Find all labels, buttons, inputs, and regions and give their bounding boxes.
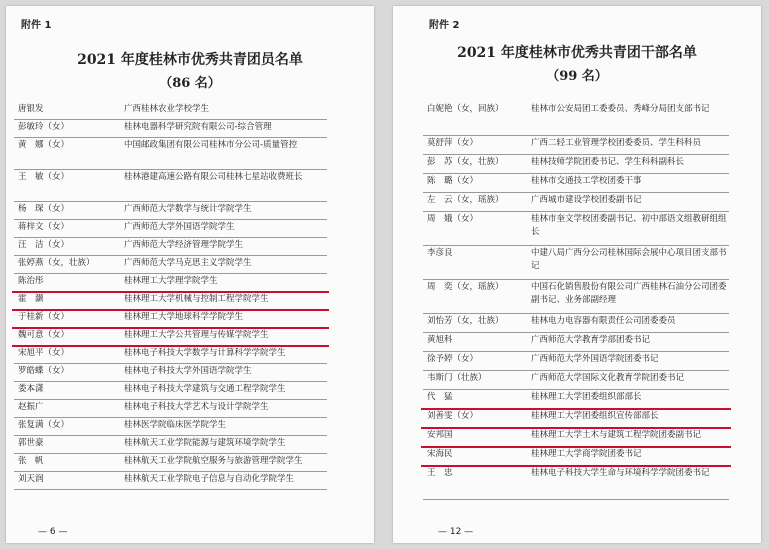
member-name: 王 敏（女）	[18, 172, 70, 182]
member-name: 娄本潇	[18, 384, 44, 394]
list-item	[14, 454, 327, 472]
member-list	[6, 102, 374, 490]
cadre-position: 广西二轻工业管理学校团委委员、学生科科员	[531, 138, 702, 148]
cadre-name: 莫舒萍（女）	[427, 138, 479, 148]
cadre-position: 桂林电子科技大学生命与环境科学学院团委书记	[531, 468, 710, 478]
cadre-position: 广西城市建设学校团委副书记	[531, 195, 642, 205]
page-title: 2021 年度桂林市优秀共青团员名单	[77, 52, 303, 68]
cadre-name: 刘善雯（女）	[427, 411, 479, 421]
member-unit: 桂林港建高速公路有限公司桂林七星站收费班长	[124, 172, 303, 182]
page-title: 2021 年度桂林市优秀共青团干部名单	[457, 45, 697, 61]
annex-label: 附件 2	[429, 20, 460, 31]
cadre-position: 桂林理工大学团委组织部部长	[531, 392, 642, 402]
highlighted-list-item	[14, 292, 327, 310]
list-item	[14, 436, 327, 454]
member-name: 张婷燕（女，壮族）	[18, 258, 95, 268]
list-item	[423, 155, 729, 174]
list-item	[14, 346, 327, 364]
list-item	[423, 352, 729, 371]
list-item	[14, 220, 327, 238]
cadre-position: 桂林理工大学商学院团委书记	[531, 449, 642, 459]
cadre-position: 桂林理工大学团委组织宣传部部长	[531, 411, 659, 421]
cadre-name: 黄旭科	[427, 335, 453, 345]
member-unit: 中国邮政集团有限公司桂林市分公司-质量管控	[124, 140, 298, 150]
member-unit: 广西师范大学经济管理学院学生	[124, 240, 244, 250]
list-item	[14, 202, 327, 220]
list-item	[423, 280, 729, 314]
cadre-position: 中建八局广西分公司桂林国际会展中心项目团支部书记	[531, 248, 727, 271]
member-name: 张复满（女）	[18, 420, 70, 430]
cadre-position: 桂林电力电容器有限责任公司团委委员	[531, 316, 676, 326]
member-name: 蒋梓文（女）	[18, 222, 70, 232]
cadre-name: 宋海民	[427, 449, 453, 459]
list-item	[14, 418, 327, 436]
cadre-name: 周 娥（女）	[427, 214, 479, 224]
list-item	[14, 238, 327, 256]
list-item	[423, 136, 729, 155]
list-item	[14, 256, 327, 274]
cadre-list	[393, 102, 761, 500]
cadre-position: 中国石化销售股份有限公司广西桂林石油分公司团委副书记、业务部副经理	[531, 282, 727, 305]
member-count: （99 名）	[546, 69, 608, 84]
highlighted-list-item	[423, 409, 729, 428]
cadre-position: 广西师范大学外国语学院团委书记	[531, 354, 659, 364]
list-item	[423, 466, 729, 500]
member-name: 杨 琛（女）	[18, 204, 70, 214]
list-item	[423, 371, 729, 390]
list-item	[14, 138, 327, 170]
member-name: 唐银发	[18, 104, 44, 114]
member-unit: 桂林电子科技大学艺术与设计学院学生	[124, 402, 269, 412]
list-item	[14, 170, 327, 202]
member-unit: 桂林航天工业学院航空服务与旅游管理学院学生	[124, 456, 303, 466]
cadre-name: 代 猛	[427, 392, 453, 402]
cadre-name: 陈 璐（女）	[427, 176, 479, 186]
page-number: — 12 —	[438, 527, 474, 537]
member-unit: 桂林理工大学机械与控制工程学院学生	[124, 294, 269, 304]
list-item	[14, 382, 327, 400]
member-name: 刘天润	[18, 474, 44, 484]
cadre-name: 左 云（女，瑶族）	[427, 195, 504, 205]
highlighted-list-item	[423, 447, 729, 466]
cadre-position: 桂林市公安局团工委委员、秀峰分局团支部书记	[531, 104, 710, 114]
cadre-position: 广西师范大学国际文化教育学院团委书记	[531, 373, 685, 383]
member-name: 张 帆	[18, 456, 44, 466]
member-unit: 桂林电器科学研究院有限公司-综合管理	[124, 122, 272, 132]
cadre-name: 白妮艳（女，回族）	[427, 104, 504, 114]
cadre-name: 王 忠	[427, 468, 453, 478]
list-item	[14, 120, 327, 138]
document-page-right	[393, 6, 761, 543]
member-name: 黄 娜（女）	[18, 140, 70, 150]
member-name: 郭世豪	[18, 438, 44, 448]
cadre-name: 李彦良	[427, 248, 453, 258]
cadre-position: 桂林理工大学土木与建筑工程学院团委副书记	[531, 430, 702, 440]
list-item	[14, 364, 327, 382]
list-item	[423, 314, 729, 333]
list-item	[423, 102, 729, 136]
member-name: 罗皓蝶（女）	[18, 366, 70, 376]
member-unit: 桂林电子科技大学建筑与交通工程学院学生	[124, 384, 286, 394]
list-item	[423, 246, 729, 280]
member-unit: 广西师范大学数学与统计学院学生	[124, 204, 252, 214]
cadre-position: 桂林市交通技工学校团委干事	[531, 176, 642, 186]
member-unit: 桂林航天工业学院能源与建筑环境学院学生	[124, 438, 286, 448]
member-unit: 桂林理工大学地球科学学院学生	[124, 312, 244, 322]
list-item	[14, 472, 327, 490]
cadre-position: 桂林市奎文学校团委副书记、初中部语文组教研组组长	[531, 214, 727, 237]
member-unit: 广西师范大学马克思主义学院学生	[124, 258, 252, 268]
highlighted-list-item	[423, 428, 729, 447]
member-name: 魏可意（女）	[18, 330, 70, 340]
member-unit: 桂林电子科技大学外国语学院学生	[124, 366, 252, 376]
cadre-name: 安邦国	[427, 430, 453, 440]
member-unit: 桂林医学院临床医学院学生	[124, 420, 227, 430]
member-count: （86 名）	[159, 76, 221, 91]
list-item	[423, 212, 729, 246]
member-name: 陈治彤	[18, 276, 44, 286]
member-name: 彭敏玲（女）	[18, 122, 70, 132]
cadre-position: 桂林技师学院团委书记、学生科科副科长	[531, 157, 685, 167]
list-item	[423, 174, 729, 193]
list-item	[14, 102, 327, 120]
cadre-name: 周 奕（女，瑶族）	[427, 282, 504, 292]
cadre-name: 韦斯门（壮族）	[427, 373, 487, 383]
member-unit: 桂林理工大学公共管理与传媒学院学生	[124, 330, 269, 340]
cadre-name: 刘怡芳（女，壮族）	[427, 316, 504, 326]
list-item	[14, 274, 327, 292]
list-item	[14, 400, 327, 418]
member-unit: 桂林理工大学理学院学生	[124, 276, 218, 286]
member-name: 赵振广	[18, 402, 44, 412]
list-item	[423, 390, 729, 409]
list-item	[423, 333, 729, 352]
annex-label: 附件 1	[21, 20, 52, 31]
member-name: 汪 洁（女）	[18, 240, 70, 250]
cadre-name: 彭 苏（女，壮族）	[427, 157, 504, 167]
member-name: 宋旭平（女）	[18, 348, 70, 358]
list-item	[423, 193, 729, 212]
highlighted-list-item	[14, 310, 327, 328]
cadre-name: 徐予婷（女）	[427, 354, 479, 364]
member-unit: 广西桂林农业学校学生	[124, 104, 210, 114]
document-page-left	[6, 6, 374, 543]
member-name: 霍 灏	[18, 294, 44, 304]
member-unit: 桂林航天工业学院电子信息与自动化学院学生	[124, 474, 295, 484]
page-number: — 6 —	[38, 527, 68, 537]
cadre-position: 广西师范大学教育学部团委书记	[531, 335, 651, 345]
highlighted-list-item	[14, 328, 327, 346]
member-name: 于桂新（女）	[18, 312, 70, 322]
member-unit: 桂林电子科技大学数学与计算科学学院学生	[124, 348, 286, 358]
member-unit: 广西师范大学外国语学院学生	[124, 222, 235, 232]
